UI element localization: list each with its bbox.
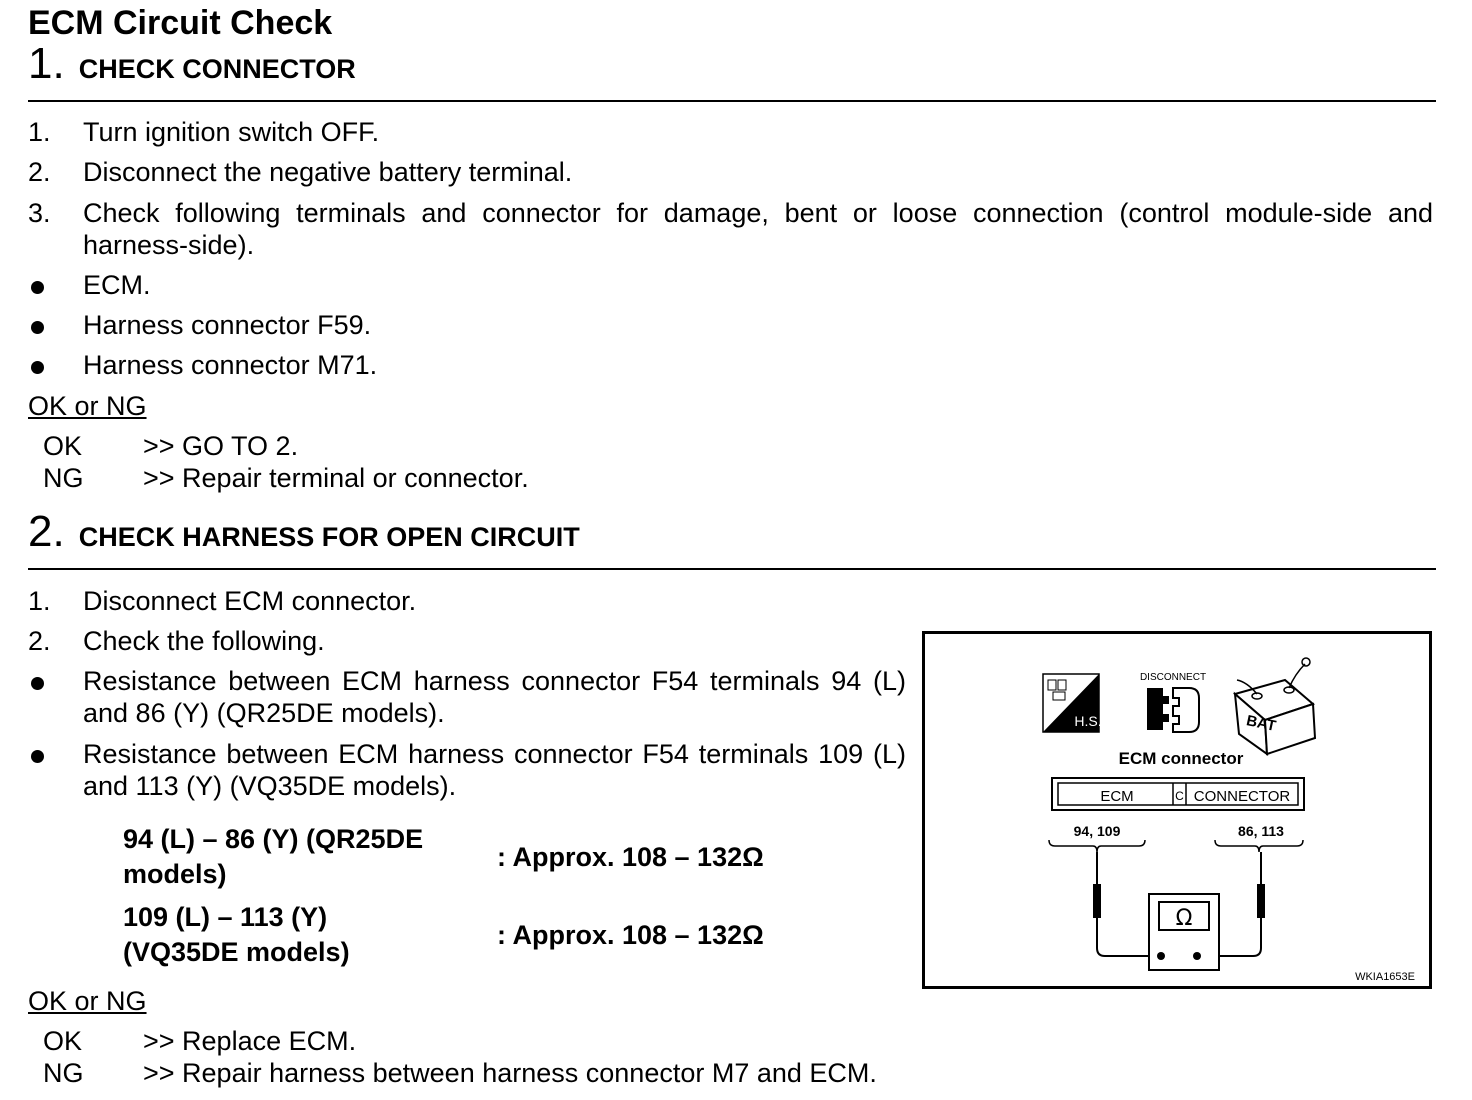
step2-title: CHECK HARNESS FOR OPEN CIRCUIT <box>78 522 580 552</box>
left-terminal-label: 94, 109 <box>1073 823 1121 839</box>
ecm-connector-caption: ECM connector <box>1118 749 1244 768</box>
disconnect-label: DISCONNECT <box>1139 672 1207 683</box>
result-label: OK <box>43 431 83 461</box>
step2-heading <box>28 508 580 556</box>
bullet-text: Resistance between ECM harness connector F54 terminals 109 (L) and 113 (Y) (VQ35DE models). <box>83 739 906 801</box>
instruction-marker: 1. <box>28 586 51 616</box>
bullet-text: ECM. <box>83 270 151 300</box>
hs-label: H.S. <box>1074 713 1102 729</box>
hs-icon <box>1043 674 1102 732</box>
spec-condition-2: 109 (L) – 113 (Y) (VQ35DE models) <box>123 902 350 967</box>
instruction-text: Check following terminals and connector for damage, bent or loose connection (control module-side and harness-side). <box>83 198 1433 260</box>
instruction-marker: 3. <box>28 198 51 228</box>
result-label: NG <box>43 1058 84 1088</box>
disconnect-icon <box>1140 672 1206 732</box>
instruction-text: Disconnect the negative battery terminal. <box>83 157 573 187</box>
figure-code: WKIA1653E <box>1355 971 1415 983</box>
bullet-text: Harness connector F59. <box>83 310 372 340</box>
step1-heading <box>28 40 356 88</box>
ohmmeter-icon <box>1149 894 1219 970</box>
left-brace <box>1049 840 1145 852</box>
bullet-icon <box>31 361 44 374</box>
bullet-text: Resistance between ECM harness connector F54 terminals 94 (L) and 86 (Y) (QR25DE models). <box>83 666 906 728</box>
bullet-text: Harness connector M71. <box>83 350 378 380</box>
step2-ok-ng-label: OK or NG <box>28 986 147 1016</box>
c-label: C <box>1175 789 1184 803</box>
spec-value-2: : Approx. 108 – 132Ω <box>497 920 764 950</box>
bullet-icon <box>31 321 44 334</box>
step1-instruction-3 <box>28 197 1436 261</box>
bullet-icon <box>31 750 44 763</box>
page-title: ECM Circuit Check <box>28 4 333 42</box>
connector-label: CONNECTOR <box>1193 788 1291 805</box>
result-label: OK <box>43 1026 83 1056</box>
instruction-marker: 2. <box>28 626 51 656</box>
step1-result-ok <box>43 430 943 462</box>
step2-divider <box>28 568 1436 570</box>
ecm-connector-diagram <box>922 631 1432 989</box>
step2-number: 2. <box>28 507 65 556</box>
right-terminal-label: 86, 113 <box>1238 823 1284 839</box>
step2-bullet-2 <box>28 738 908 802</box>
step2-result-ok <box>43 1025 1043 1057</box>
connector-block <box>1052 778 1304 810</box>
spec-value-1: : Approx. 108 – 132Ω <box>497 842 764 872</box>
spec-condition-1: 94 (L) – 86 (Y) (QR25DE models) <box>123 824 424 889</box>
step2-result-ng <box>43 1057 1043 1089</box>
result-text: >> GO TO 2. <box>143 431 299 461</box>
ecm-label: ECM <box>1100 788 1134 805</box>
step1-result-ng <box>43 462 943 494</box>
instruction-text: Disconnect ECM connector. <box>83 586 417 616</box>
diagram-svg <box>925 634 1429 986</box>
step1-number: 1. <box>28 39 65 88</box>
instruction-text: Turn ignition switch OFF. <box>83 117 380 147</box>
instruction-text: Check the following. <box>83 626 325 656</box>
instruction-marker: 2. <box>28 157 51 187</box>
ohm-symbol: Ω <box>1175 906 1193 931</box>
bullet-icon <box>31 677 44 690</box>
step1-title: CHECK CONNECTOR <box>78 54 356 84</box>
bat-label: BAT <box>1244 712 1278 735</box>
result-text: >> Repair terminal or connector. <box>143 463 529 493</box>
result-text: >> Replace ECM. <box>143 1026 357 1056</box>
step1-divider <box>28 100 1436 102</box>
instruction-marker: 1. <box>28 117 51 147</box>
bullet-icon <box>31 281 44 294</box>
right-brace <box>1215 840 1303 852</box>
step1-ok-ng-label: OK or NG <box>28 391 147 421</box>
result-label: NG <box>43 463 84 493</box>
step2-bullet-1 <box>28 665 908 729</box>
battery-icon <box>1235 658 1315 754</box>
result-text: >> Repair harness between harness connector M7 and ECM. <box>143 1058 877 1088</box>
